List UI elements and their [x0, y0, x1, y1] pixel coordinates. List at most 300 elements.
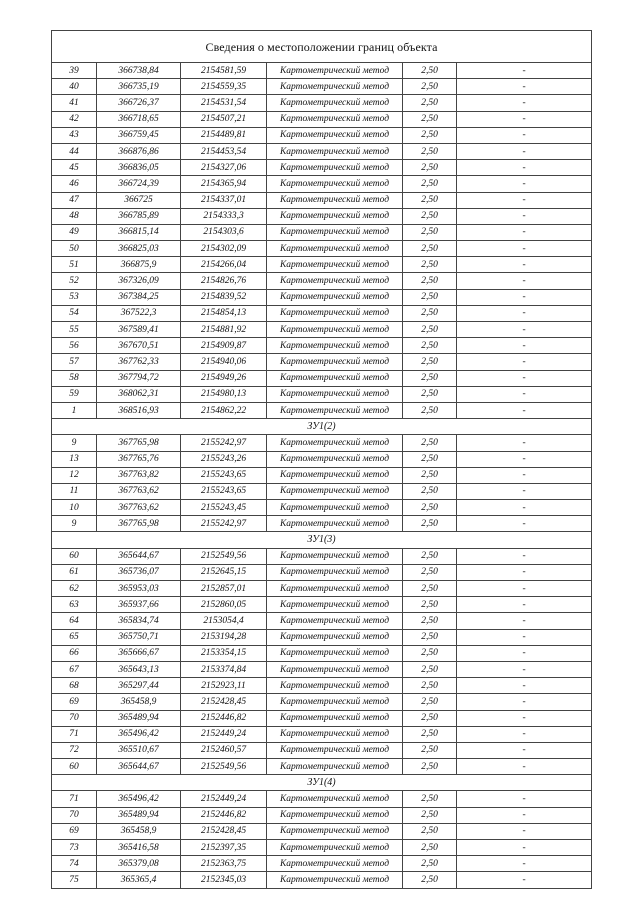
method: Картометрический метод	[267, 467, 403, 483]
point-number: 48	[52, 208, 97, 224]
table-row	[52, 63, 592, 79]
description: -	[457, 322, 592, 338]
coord-y: 2153054,4	[181, 613, 267, 629]
coord-x: 365489,94	[97, 710, 181, 726]
method: Картометрический метод	[267, 451, 403, 467]
point-number: 1	[52, 402, 97, 418]
coord-y: 2154854,13	[181, 305, 267, 321]
precision: 2,50	[403, 322, 457, 338]
coord-x: 365644,67	[97, 548, 181, 564]
coord-y: 2154940,06	[181, 354, 267, 370]
precision: 2,50	[403, 856, 457, 872]
precision: 2,50	[403, 710, 457, 726]
precision: 2,50	[403, 338, 457, 354]
coord-x: 366875,9	[97, 257, 181, 273]
coord-x: 365643,13	[97, 661, 181, 677]
precision: 2,50	[403, 823, 457, 839]
coord-x: 367326,09	[97, 273, 181, 289]
coord-x: 365489,94	[97, 807, 181, 823]
table-row	[52, 678, 592, 694]
precision: 2,50	[403, 224, 457, 240]
precision: 2,50	[403, 305, 457, 321]
precision: 2,50	[403, 111, 457, 127]
description: -	[457, 63, 592, 79]
table-row	[52, 661, 592, 677]
table-row	[52, 127, 592, 143]
description: -	[457, 516, 592, 532]
coord-x: 367763,82	[97, 467, 181, 483]
coord-x: 365496,42	[97, 726, 181, 742]
coord-x: 367762,33	[97, 354, 181, 370]
coord-y: 2154337,01	[181, 192, 267, 208]
coord-y: 2152923,11	[181, 678, 267, 694]
precision: 2,50	[403, 840, 457, 856]
description: -	[457, 386, 592, 402]
point-number: 47	[52, 192, 97, 208]
description: -	[457, 208, 592, 224]
table-row	[52, 516, 592, 532]
table-row	[52, 613, 592, 629]
point-number: 75	[52, 872, 97, 888]
coord-x: 365644,67	[97, 759, 181, 775]
coord-x: 367765,98	[97, 435, 181, 451]
precision: 2,50	[403, 160, 457, 176]
table-row	[52, 354, 592, 370]
point-number: 74	[52, 856, 97, 872]
method: Картометрический метод	[267, 370, 403, 386]
table-row	[52, 95, 592, 111]
table-row	[52, 386, 592, 402]
description: -	[457, 79, 592, 95]
coord-y: 2154909,87	[181, 338, 267, 354]
coord-y: 2154365,94	[181, 176, 267, 192]
coord-x: 368516,93	[97, 402, 181, 418]
precision: 2,50	[403, 645, 457, 661]
section-label: ЗУ1(4)	[52, 775, 592, 791]
precision: 2,50	[403, 257, 457, 273]
coord-x: 367763,62	[97, 483, 181, 499]
coord-y: 2155242,97	[181, 516, 267, 532]
table-row	[52, 160, 592, 176]
coord-y: 2154581,59	[181, 63, 267, 79]
coord-x: 367589,41	[97, 322, 181, 338]
coord-y: 2152857,01	[181, 581, 267, 597]
coord-y: 2154949,26	[181, 370, 267, 386]
point-number: 70	[52, 710, 97, 726]
coord-y: 2154327,06	[181, 160, 267, 176]
coord-y: 2154507,21	[181, 111, 267, 127]
table-row	[52, 370, 592, 386]
method: Картометрический метод	[267, 176, 403, 192]
description: -	[457, 726, 592, 742]
point-number: 9	[52, 516, 97, 532]
method: Картометрический метод	[267, 823, 403, 839]
description: -	[457, 192, 592, 208]
method: Картометрический метод	[267, 500, 403, 516]
point-number: 63	[52, 597, 97, 613]
point-number: 54	[52, 305, 97, 321]
coord-y: 2154862,22	[181, 402, 267, 418]
coord-y: 2154333,3	[181, 208, 267, 224]
method: Картометрический метод	[267, 856, 403, 872]
method: Картометрический метод	[267, 613, 403, 629]
precision: 2,50	[403, 483, 457, 499]
precision: 2,50	[403, 726, 457, 742]
description: -	[457, 759, 592, 775]
description: -	[457, 661, 592, 677]
coord-y: 2152363,75	[181, 856, 267, 872]
coord-x: 365736,07	[97, 564, 181, 580]
table-row	[52, 823, 592, 839]
table-row	[52, 710, 592, 726]
coord-y: 2155243,26	[181, 451, 267, 467]
precision: 2,50	[403, 742, 457, 758]
precision: 2,50	[403, 629, 457, 645]
point-number: 42	[52, 111, 97, 127]
point-number: 41	[52, 95, 97, 111]
coord-x: 366735,19	[97, 79, 181, 95]
point-number: 60	[52, 548, 97, 564]
description: -	[457, 467, 592, 483]
precision: 2,50	[403, 354, 457, 370]
description: -	[457, 257, 592, 273]
description: -	[457, 402, 592, 418]
point-number: 64	[52, 613, 97, 629]
point-number: 67	[52, 661, 97, 677]
description: -	[457, 111, 592, 127]
method: Картометрический метод	[267, 143, 403, 159]
table-row	[52, 224, 592, 240]
table-row	[52, 597, 592, 613]
coord-x: 366825,03	[97, 241, 181, 257]
table-row	[52, 500, 592, 516]
method: Картометрический метод	[267, 354, 403, 370]
point-number: 71	[52, 791, 97, 807]
precision: 2,50	[403, 176, 457, 192]
precision: 2,50	[403, 79, 457, 95]
method: Картометрический метод	[267, 759, 403, 775]
coord-y: 2153194,28	[181, 629, 267, 645]
coord-x: 365510,67	[97, 742, 181, 758]
coord-y: 2152549,56	[181, 548, 267, 564]
point-number: 61	[52, 564, 97, 580]
table-row	[52, 402, 592, 418]
table-row	[52, 856, 592, 872]
point-number: 58	[52, 370, 97, 386]
coord-x: 367384,25	[97, 289, 181, 305]
point-number: 50	[52, 241, 97, 257]
point-number: 72	[52, 742, 97, 758]
description: -	[457, 791, 592, 807]
description: -	[457, 451, 592, 467]
point-number: 51	[52, 257, 97, 273]
coord-x: 367670,51	[97, 338, 181, 354]
method: Картометрический метод	[267, 208, 403, 224]
precision: 2,50	[403, 241, 457, 257]
coord-y: 2152428,45	[181, 694, 267, 710]
point-number: 71	[52, 726, 97, 742]
method: Картометрический метод	[267, 79, 403, 95]
table-row	[52, 79, 592, 95]
coord-x: 365365,4	[97, 872, 181, 888]
precision: 2,50	[403, 807, 457, 823]
method: Картометрический метод	[267, 629, 403, 645]
description: -	[457, 241, 592, 257]
precision: 2,50	[403, 613, 457, 629]
method: Картометрический метод	[267, 322, 403, 338]
method: Картометрический метод	[267, 111, 403, 127]
precision: 2,50	[403, 661, 457, 677]
precision: 2,50	[403, 694, 457, 710]
description: -	[457, 176, 592, 192]
description: -	[457, 305, 592, 321]
description: -	[457, 160, 592, 176]
description: -	[457, 678, 592, 694]
point-number: 73	[52, 840, 97, 856]
coord-y: 2155243,45	[181, 500, 267, 516]
description: -	[457, 143, 592, 159]
point-number: 57	[52, 354, 97, 370]
section-row	[52, 419, 592, 435]
coord-y: 2152460,57	[181, 742, 267, 758]
coord-y: 2154303,6	[181, 224, 267, 240]
table-row	[52, 451, 592, 467]
description: -	[457, 581, 592, 597]
point-number: 60	[52, 759, 97, 775]
description: -	[457, 548, 592, 564]
method: Картометрический метод	[267, 710, 403, 726]
point-number: 49	[52, 224, 97, 240]
coord-y: 2152428,45	[181, 823, 267, 839]
coordinates-sheet	[51, 30, 591, 889]
description: -	[457, 710, 592, 726]
precision: 2,50	[403, 516, 457, 532]
method: Картометрический метод	[267, 160, 403, 176]
point-number: 39	[52, 63, 97, 79]
point-number: 59	[52, 386, 97, 402]
coord-x: 366718,65	[97, 111, 181, 127]
point-number: 69	[52, 823, 97, 839]
precision: 2,50	[403, 386, 457, 402]
precision: 2,50	[403, 791, 457, 807]
method: Картометрический метод	[267, 192, 403, 208]
method: Картометрический метод	[267, 95, 403, 111]
coord-x: 367765,98	[97, 516, 181, 532]
point-number: 10	[52, 500, 97, 516]
table-row	[52, 338, 592, 354]
coord-x: 366725	[97, 192, 181, 208]
method: Картометрический метод	[267, 694, 403, 710]
description: -	[457, 840, 592, 856]
method: Картометрический метод	[267, 127, 403, 143]
description: -	[457, 273, 592, 289]
precision: 2,50	[403, 581, 457, 597]
table-row	[52, 435, 592, 451]
method: Картометрический метод	[267, 516, 403, 532]
point-number: 12	[52, 467, 97, 483]
point-number: 65	[52, 629, 97, 645]
precision: 2,50	[403, 467, 457, 483]
point-number: 53	[52, 289, 97, 305]
description: -	[457, 435, 592, 451]
coord-y: 2152446,82	[181, 710, 267, 726]
table-row	[52, 208, 592, 224]
point-number: 13	[52, 451, 97, 467]
point-number: 44	[52, 143, 97, 159]
coord-x: 366836,05	[97, 160, 181, 176]
description: -	[457, 872, 592, 888]
point-number: 11	[52, 483, 97, 499]
table-row	[52, 192, 592, 208]
description: -	[457, 807, 592, 823]
coord-y: 2154881,92	[181, 322, 267, 338]
table-row	[52, 467, 592, 483]
table-row	[52, 694, 592, 710]
coord-y: 2154453,54	[181, 143, 267, 159]
description: -	[457, 823, 592, 839]
point-number: 9	[52, 435, 97, 451]
precision: 2,50	[403, 435, 457, 451]
precision: 2,50	[403, 597, 457, 613]
precision: 2,50	[403, 759, 457, 775]
table-row	[52, 241, 592, 257]
method: Картометрический метод	[267, 435, 403, 451]
precision: 2,50	[403, 95, 457, 111]
coord-y: 2154826,76	[181, 273, 267, 289]
coord-y: 2154980,13	[181, 386, 267, 402]
description: -	[457, 95, 592, 111]
point-number: 56	[52, 338, 97, 354]
coord-x: 366876,86	[97, 143, 181, 159]
method: Картометрический метод	[267, 872, 403, 888]
coord-x: 367794,72	[97, 370, 181, 386]
description: -	[457, 483, 592, 499]
table-row	[52, 759, 592, 775]
coord-x: 365297,44	[97, 678, 181, 694]
point-number: 52	[52, 273, 97, 289]
coord-x: 367522,3	[97, 305, 181, 321]
description: -	[457, 127, 592, 143]
table-row	[52, 807, 592, 823]
coord-y: 2155243,65	[181, 467, 267, 483]
coord-x: 365937,66	[97, 597, 181, 613]
description: -	[457, 645, 592, 661]
table-row	[52, 143, 592, 159]
precision: 2,50	[403, 872, 457, 888]
method: Картометрический метод	[267, 63, 403, 79]
description: -	[457, 370, 592, 386]
coord-y: 2155242,97	[181, 435, 267, 451]
table-row	[52, 289, 592, 305]
coord-y: 2152860,05	[181, 597, 267, 613]
method: Картометрический метод	[267, 548, 403, 564]
table-row	[52, 322, 592, 338]
coord-y: 2152446,82	[181, 807, 267, 823]
description: -	[457, 224, 592, 240]
coord-x: 365834,74	[97, 613, 181, 629]
description: -	[457, 597, 592, 613]
precision: 2,50	[403, 370, 457, 386]
method: Картометрический метод	[267, 564, 403, 580]
precision: 2,50	[403, 564, 457, 580]
table-row	[52, 645, 592, 661]
table-row	[52, 111, 592, 127]
precision: 2,50	[403, 208, 457, 224]
precision: 2,50	[403, 127, 457, 143]
table-row	[52, 581, 592, 597]
point-number: 43	[52, 127, 97, 143]
coord-y: 2152645,15	[181, 564, 267, 580]
precision: 2,50	[403, 273, 457, 289]
precision: 2,50	[403, 678, 457, 694]
coord-x: 366724,39	[97, 176, 181, 192]
table-row	[52, 305, 592, 321]
method: Картометрический метод	[267, 661, 403, 677]
precision: 2,50	[403, 63, 457, 79]
method: Картометрический метод	[267, 645, 403, 661]
point-number: 70	[52, 807, 97, 823]
method: Картометрический метод	[267, 678, 403, 694]
table-title: Сведения о местоположении границ объекта	[52, 31, 592, 63]
point-number: 40	[52, 79, 97, 95]
table-row	[52, 273, 592, 289]
method: Картометрический метод	[267, 742, 403, 758]
description: -	[457, 629, 592, 645]
coord-x: 366759,45	[97, 127, 181, 143]
precision: 2,50	[403, 500, 457, 516]
description: -	[457, 289, 592, 305]
coord-x: 365416,58	[97, 840, 181, 856]
coord-x: 365379,08	[97, 856, 181, 872]
coord-y: 2152449,24	[181, 791, 267, 807]
point-number: 66	[52, 645, 97, 661]
table-row	[52, 176, 592, 192]
coord-x: 366815,14	[97, 224, 181, 240]
table-row	[52, 872, 592, 888]
coord-y: 2152345,03	[181, 872, 267, 888]
method: Картометрический метод	[267, 289, 403, 305]
coord-y: 2152397,35	[181, 840, 267, 856]
coord-x: 365750,71	[97, 629, 181, 645]
method: Картометрический метод	[267, 581, 403, 597]
table-body	[52, 31, 592, 889]
description: -	[457, 354, 592, 370]
coord-y: 2153374,84	[181, 661, 267, 677]
description: -	[457, 694, 592, 710]
section-label: ЗУ1(3)	[52, 532, 592, 548]
method: Картометрический метод	[267, 726, 403, 742]
precision: 2,50	[403, 192, 457, 208]
description: -	[457, 613, 592, 629]
coord-x: 365458,9	[97, 823, 181, 839]
point-number: 46	[52, 176, 97, 192]
precision: 2,50	[403, 451, 457, 467]
coord-y: 2154302,09	[181, 241, 267, 257]
point-number: 62	[52, 581, 97, 597]
point-number: 45	[52, 160, 97, 176]
precision: 2,50	[403, 548, 457, 564]
coord-y: 2154489,81	[181, 127, 267, 143]
coord-y: 2154266,04	[181, 257, 267, 273]
point-number: 68	[52, 678, 97, 694]
coord-y: 2155243,65	[181, 483, 267, 499]
coord-x: 367765,76	[97, 451, 181, 467]
table-row	[52, 548, 592, 564]
table-header-row	[52, 31, 592, 63]
table-row	[52, 483, 592, 499]
method: Картометрический метод	[267, 791, 403, 807]
table-row	[52, 564, 592, 580]
